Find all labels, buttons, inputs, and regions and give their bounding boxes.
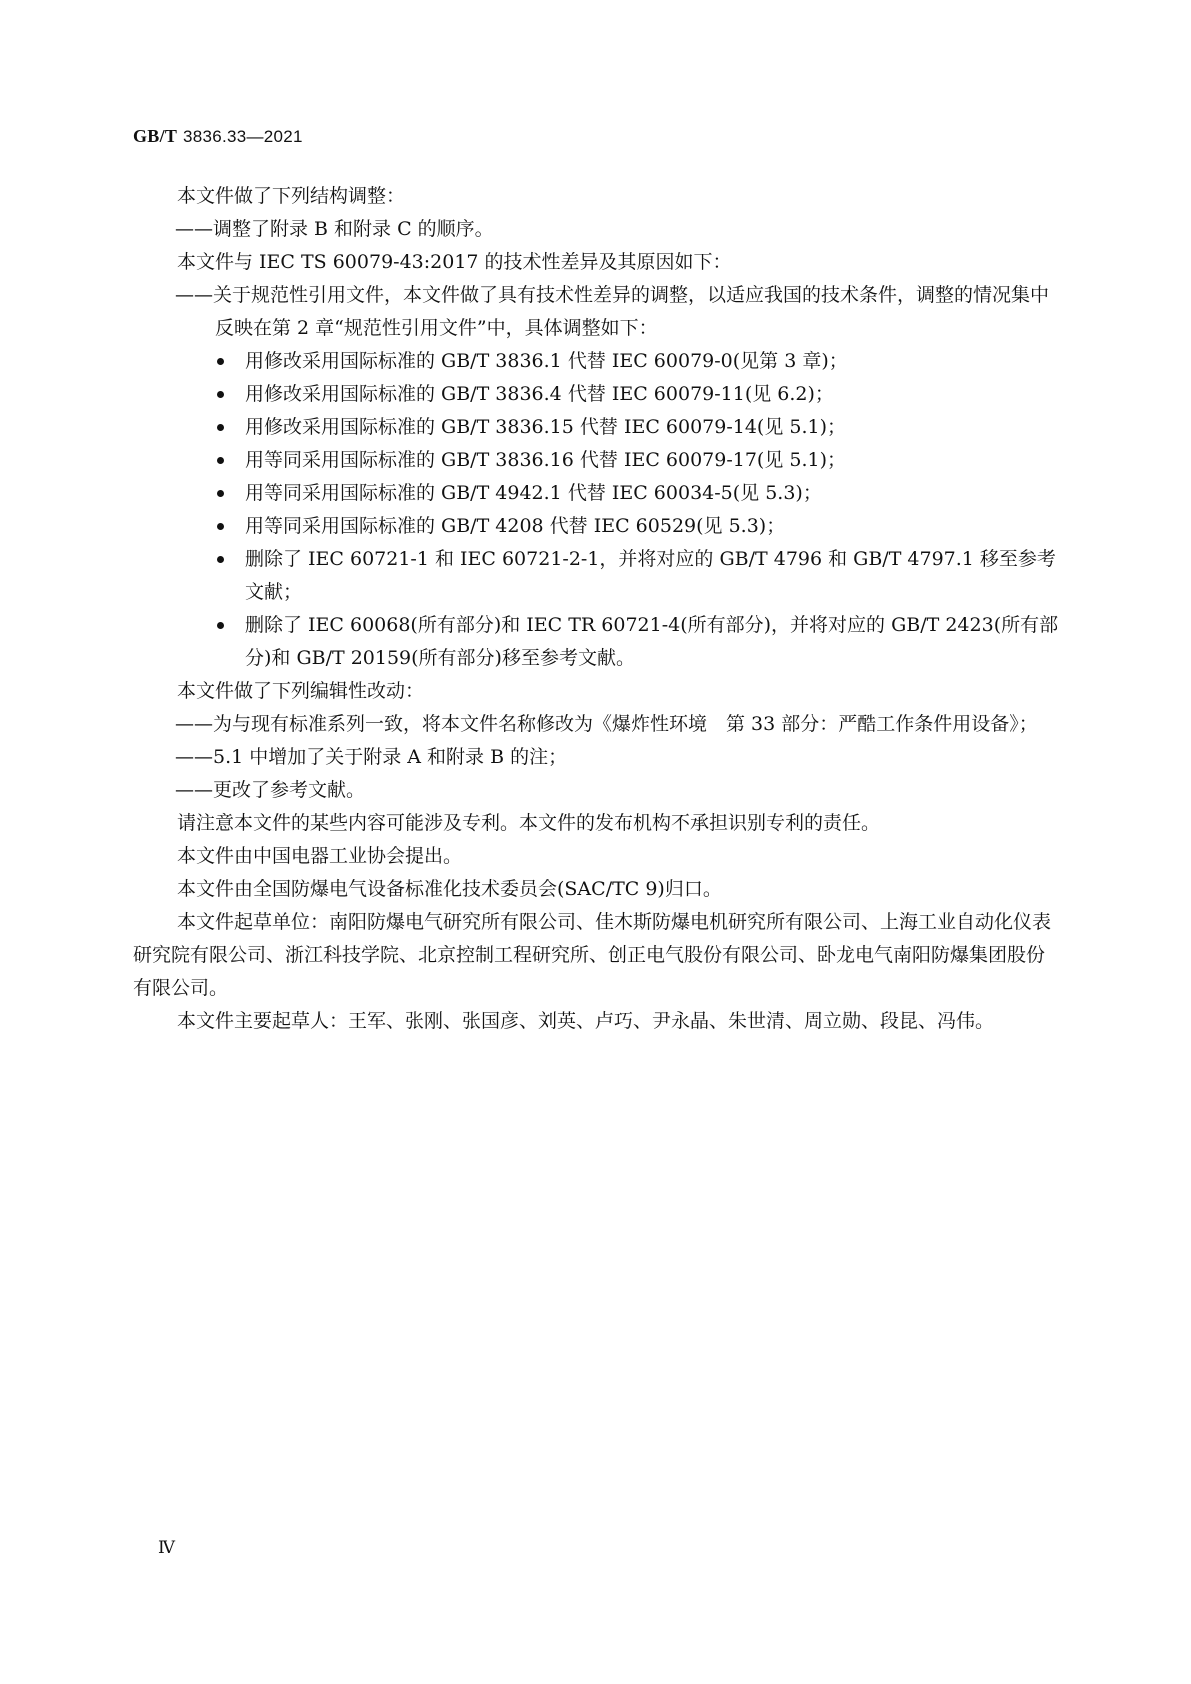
bullet-icon: [217, 457, 224, 464]
main-drafters: 本文件主要起草人：王军、张刚、张国彦、刘英、卢巧、尹永晶、朱世清、周立勋、段昆、冯伟。: [177, 1010, 995, 1032]
bullet-icon: [217, 523, 224, 530]
proposed-by: 本文件由中国电器工业协会提出。: [177, 845, 463, 867]
list-item: 用修改采用国际标准的 GB/T 3836.15 代替 IEC 60079-14(见 5.1)；: [217, 411, 1061, 444]
structure-item: ——调整了附录 B 和附录 C 的顺序。: [175, 218, 494, 240]
centralized-by: 本文件由全国防爆电气设备标准化技术委员会(SAC/TC 9)归口。: [177, 878, 722, 900]
page-number: Ⅳ: [158, 1538, 175, 1558]
list-item: 删除了 IEC 60721-1 和 IEC 60721-2-1，并将对应的 GB/T 4796 和 GB/T 4797.1 移至参考文献；: [217, 543, 1061, 609]
list-item: 用等同采用国际标准的 GB/T 3836.16 代替 IEC 60079-17(见 5.1)；: [217, 444, 1061, 477]
foreword-content: [133, 180, 1061, 1038]
standard-prefix: GB/T: [133, 126, 178, 146]
technical-diff-intro: 本文件与 IEC TS 60079-43:2017 的技术性差异及其原因如下：: [177, 251, 732, 273]
bullet-icon: [217, 358, 224, 365]
editorial-item: ——为与现有标准系列一致，将本文件名称修改为《爆炸性环境 第 33 部分：严酷工作条件用设备》；: [175, 713, 1038, 735]
list-item: 删除了 IEC 60068(所有部分)和 IEC TR 60721-4(所有部分)，并将对应的 GB/T 2423(所有部分)和 GB/T 20159(所有部分)移至参考文献。: [217, 609, 1061, 675]
bullet-icon: [217, 622, 224, 629]
bullet-icon: [217, 556, 224, 563]
drafting-units: 本文件起草单位：南阳防爆电气研究所有限公司、佳木斯防爆电机研究所有限公司、上海工业自动化仪表研究院有限公司、浙江科技学院、北京控制工程研究所、创正电气股份有限公司、卧龙电气南阳防爆集团股份有限公司。: [133, 911, 1052, 999]
structure-intro: 本文件做了下列结构调整：: [177, 185, 406, 207]
list-item: 用等同采用国际标准的 GB/T 4942.1 代替 IEC 60034-5(见 5.3)；: [217, 477, 1061, 510]
bullet-icon: [217, 391, 224, 398]
bullet-icon: [217, 424, 224, 431]
list-item: 用等同采用国际标准的 GB/T 4208 代替 IEC 60529(见 5.3)；: [217, 510, 1061, 543]
reference-adjustment-list: [177, 345, 1061, 675]
list-item: 用修改采用国际标准的 GB/T 3836.4 代替 IEC 60079-11(见 6.2)；: [217, 378, 1061, 411]
editorial-item: ——5.1 中增加了关于附录 A 和附录 B 的注；: [175, 746, 568, 768]
list-item: 用修改采用国际标准的 GB/T 3836.1 代替 IEC 60079-0(见第 3 章)；: [217, 345, 1061, 378]
standard-number: 3836.33—2021: [182, 127, 303, 146]
bullet-icon: [217, 490, 224, 497]
editorial-item: ——更改了参考文献。: [175, 779, 366, 801]
patent-notice: 请注意本文件的某些内容可能涉及专利。本文件的发布机构不承担识别专利的责任。: [177, 812, 881, 834]
document-header: [133, 126, 303, 147]
technical-diff-item: ——关于规范性引用文件，本文件做了具有技术性差异的调整，以适应我国的技术条件，调整的情况集中反映在第 2 章“规范性引用文件”中，具体调整如下：: [175, 284, 1050, 339]
editorial-intro: 本文件做了下列编辑性改动：: [177, 680, 425, 702]
